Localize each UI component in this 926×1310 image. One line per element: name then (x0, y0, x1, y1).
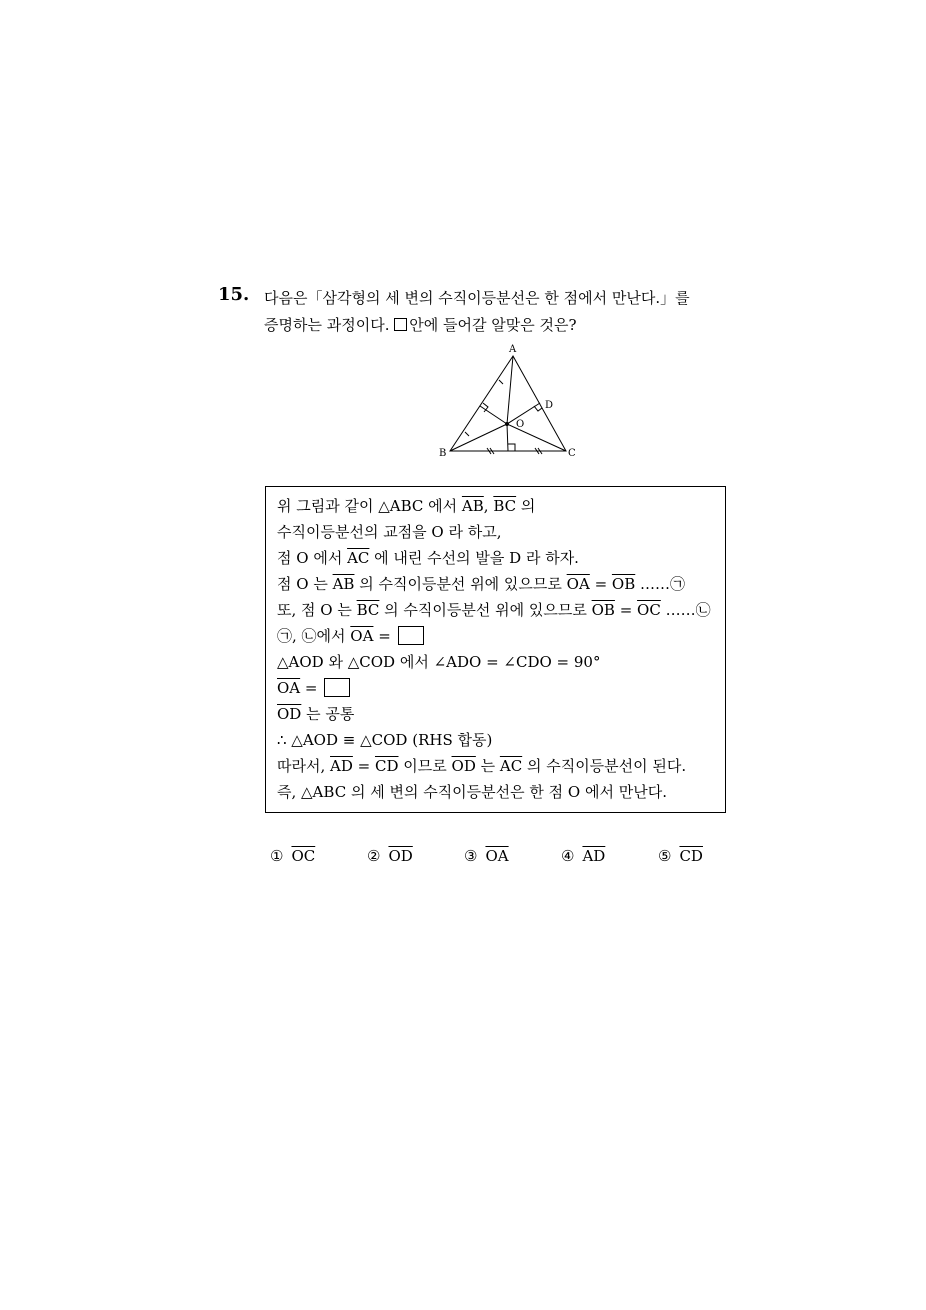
segment-ad (507, 356, 513, 424)
choice-2[interactable]: ② $\overline{OD}$ (367, 847, 413, 865)
answer-blank-box (324, 678, 350, 697)
label-d: D (545, 400, 554, 411)
proof-line-9: $\overline{OD}$ 는 공통 (277, 705, 355, 723)
question-text (264, 285, 690, 339)
label-c: C (568, 448, 576, 459)
choice-1[interactable]: ① $\overline{OC}$ (270, 847, 316, 865)
point-o (505, 422, 509, 426)
question-number: 15. (218, 284, 250, 305)
perp-bisector-ab (480, 406, 507, 424)
label-o: O (516, 419, 525, 430)
label-b: B (439, 448, 447, 459)
blank-box-icon (394, 318, 407, 331)
proof-line-6: ㉠, ㉡에서 $\overline{OA}$ = (277, 625, 424, 647)
perp-bisector-bc (507, 424, 508, 451)
question-line-2: 증명하는 과정이다. 안에 들어갈 알맞은 것은? (264, 316, 577, 334)
tick-mark (499, 380, 503, 384)
proof-box (265, 486, 726, 813)
triangle-figure (436, 342, 586, 464)
choice-3[interactable]: ③ $\overline{OA}$ (464, 847, 509, 865)
proof-line-11: 따라서, $\overline{AD} = \overline{CD}$ 이므로 $\overline{OD}$ 는 $\overline{AC}$ 의 수직이등분선이 된다. (277, 757, 687, 775)
right-angle-mark-bc (508, 444, 515, 451)
proof-line-8: $\overline{OA}$ = (277, 677, 350, 699)
label-a: A (509, 344, 517, 355)
choice-4[interactable]: ④ $\overline{AD}$ (561, 847, 606, 865)
question-line-1: 다음은「삼각형의 세 변의 수직이등분선은 한 점에서 만난다.」를 (264, 289, 690, 307)
proof-line-12: 즉, △ABC 의 세 변의 수직이등분선은 한 점 O 에서 만난다. (277, 783, 667, 801)
proof-line-2: 수직이등분선의 교점을 O 라 하고, (277, 523, 502, 541)
tick-mark (465, 432, 469, 436)
answer-blank-box (398, 626, 424, 645)
proof-line-3: 점 O 에서 $\overline{AC}$ 에 내린 수선의 발을 D 라 하자. (277, 549, 579, 567)
proof-line-10: ∴ △AOD ≡ △COD (RHS 합동) (277, 731, 493, 749)
choice-5[interactable]: ⑤ $\overline{CD}$ (658, 847, 703, 865)
proof-line-5: 또, 점 O 는 $\overline{BC}$ 의 수직이등분선 위에 있으므로 $\overline{OB} = \overline{OC}$ ……㉡ (277, 601, 711, 619)
proof-line-7: △AOD 와 △COD 에서 ∠ADO = ∠CDO = 90° (277, 653, 601, 671)
proof-line-4: 점 O 는 $\overline{AB}$ 의 수직이등분선 위에 있으므로 $\overline{OA} = \overline{OB}$ ……㉠ (277, 575, 686, 593)
proof-line-1: 위 그림과 같이 △ABC 에서 $\overline{AB}$, $\overline{BC}$ 의 (277, 497, 536, 515)
answer-choices (0, 847, 926, 871)
